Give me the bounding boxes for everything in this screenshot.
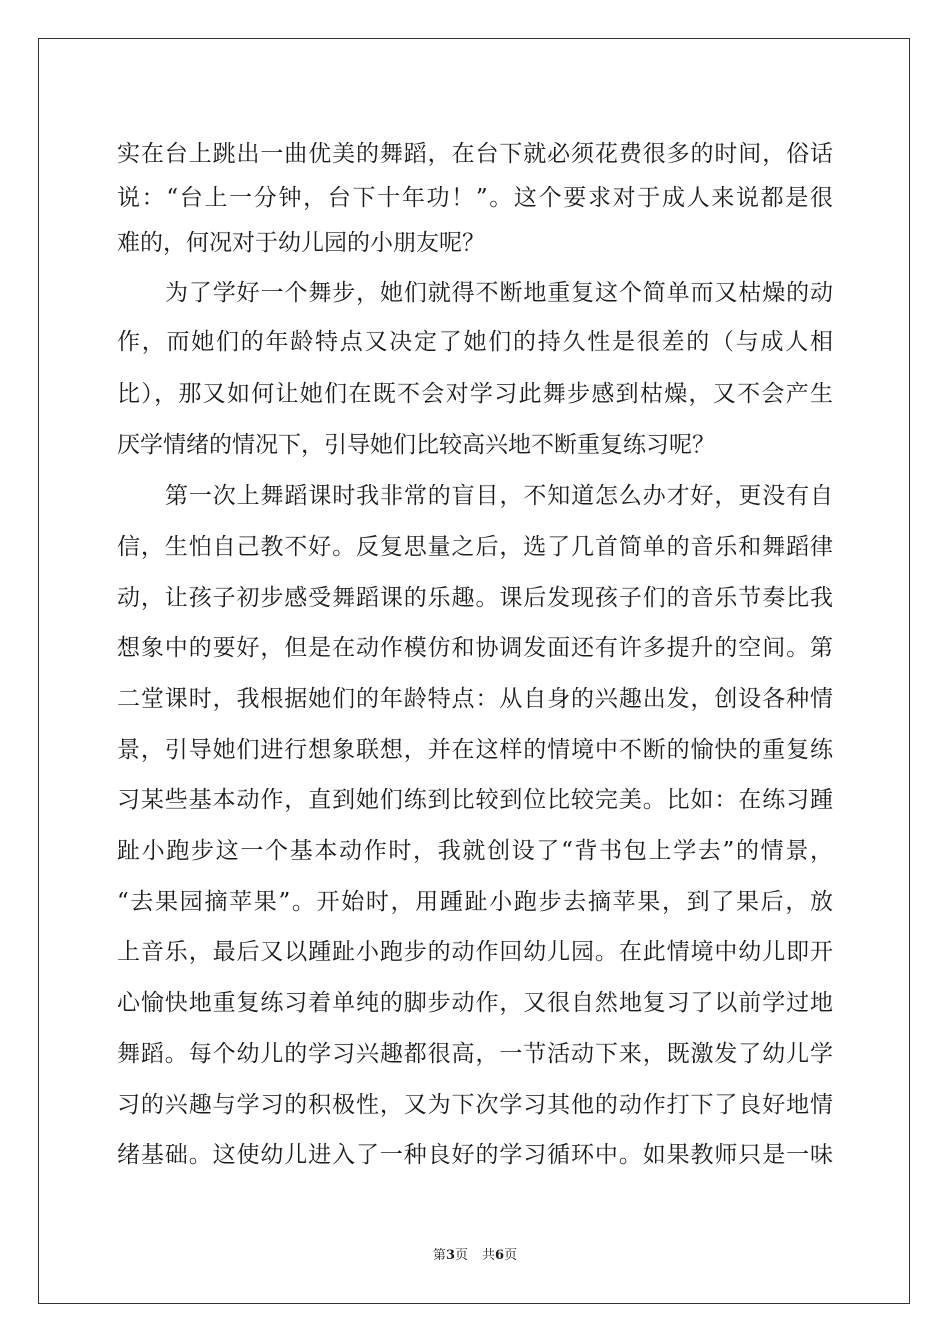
text-line: “去果园摘苹果”。开始时，用踵趾小跑步去摘苹果，到了果后，放	[117, 889, 833, 915]
paragraph-first-line: 第一次上舞蹈课时我非常的盲目，不知道怎么办才好，更没有自	[165, 483, 833, 509]
total-pages-prefix: 共	[482, 1248, 496, 1263]
text-line: 想象中的要好，但是在动作模仿和协调发面还有许多提升的空间。第	[117, 635, 833, 661]
text-line: 比），那又如何让她们在既不会对学习此舞步感到枯燥，又不会产生	[117, 381, 833, 407]
text-line: 上音乐，最后又以踵趾小跑步的动作回幼儿园。在此情境中幼儿即开	[117, 939, 833, 965]
text-line: 习的兴趣与学习的积极性，又为下次学习其他的动作打下了良好地情	[117, 1092, 833, 1118]
text-line: 说：“台上一分钟，台下十年功！”。这个要求对于成人来说都是很	[117, 185, 833, 211]
text-line: 实在台上跳出一曲优美的舞蹈，在台下就必须花费很多的时间，俗话	[117, 141, 833, 167]
paragraph-first-line: 为了学好一个舞步，她们就得不断地重复这个简单而又枯燥的动	[165, 280, 833, 306]
total-pages-suffix: 页	[504, 1248, 518, 1263]
page-number-suffix: 页	[454, 1248, 468, 1263]
text-line: 厌学情绪的情况下，引导她们比较高兴地不断重复练习呢？	[117, 432, 715, 458]
total-pages: 6	[495, 1248, 505, 1263]
text-line: 二堂课时，我根据她们的年龄特点：从自身的兴趣出发，创设各种情	[117, 686, 833, 712]
page-number: 3	[445, 1248, 455, 1263]
text-line: 信，生怕自己教不好。反复思量之后，选了几首简单的音乐和舞蹈律	[117, 534, 833, 560]
text-line: 动，让孩子初步感受舞蹈课的乐趣。课后发现孩子们的音乐节奏比我	[117, 585, 833, 611]
page-footer	[0, 1246, 950, 1266]
text-line: 绪基础。这使幼儿进入了一种良好的学习循环中。如果教师只是一味	[117, 1142, 833, 1168]
text-line: 作，而她们的年龄特点又决定了她们的持久性是很差的（与成人相	[117, 329, 833, 355]
text-line: 景，引导她们进行想象联想，并在这样的情境中不断的愉快的重复练	[117, 737, 833, 763]
text-line: 趾小跑步这一个基本动作时，我就创设了“背书包上学去”的情景，	[117, 838, 833, 864]
text-line: 习某些基本动作，直到她们练到比较到位比较完美。比如：在练习踵	[117, 787, 833, 813]
text-line: 心愉快地重复练习着单纯的脚步动作，又很自然地复习了以前学过地	[117, 990, 833, 1016]
text-line: 难的，何况对于幼儿园的小朋友呢？	[117, 230, 485, 256]
text-line: 舞蹈。每个幼儿的学习兴趣都很高，一节活动下来，既激发了幼儿学	[117, 1041, 833, 1067]
page-number-prefix: 第	[432, 1248, 446, 1263]
